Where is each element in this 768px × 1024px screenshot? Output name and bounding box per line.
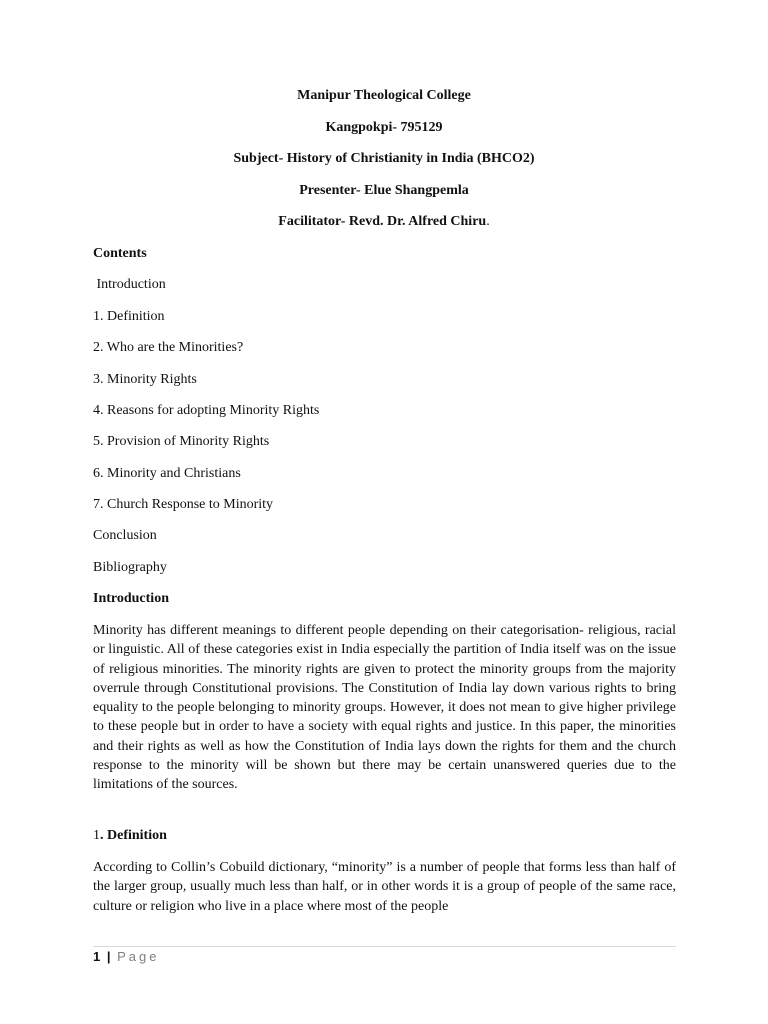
facilitator-text: Facilitator- Revd. Dr. Alfred Chiru [278,214,487,229]
page-footer [93,948,160,966]
facilitator-line [0,213,768,231]
contents-heading: Contents [93,246,147,261]
college-name: Manipur Theological College [297,88,471,103]
page-label: Page [117,949,160,964]
contents-item-who-are-minorities: 2. Who are the Minorities? [93,340,244,355]
college-location: Kangpokpi- 795129 [325,120,443,135]
contents-item-minority-rights: 3. Minority Rights [93,372,197,387]
contents-item-minority-christians: 6. Minority and Christians [93,466,241,481]
introduction-paragraph: Minority has different meanings to different people depending on their categorisation- religious, racial or linguistic. All of these categories exist in India especially the partition of India itself was on the issue of religious minorities. The minority rights are given to protect the minority groups from the majority overrule through Constitutional provisions. The Constitution of India lay down various rights to bring equality to the people belonging to minority groups. However, it does not mean to give higher privilege to these people but in order to have a society with equal rights and justice. In this paper, the minorities and their rights as well as how the Constitution of India lays down the rights for them and the church response to the minority will be shown but there may be certain unanswered queries due to the limitations of the sources. [93,623,676,793]
contents-item-conclusion: Conclusion [93,528,157,543]
definition-heading [93,827,683,845]
definition-heading-text: . Definition [100,828,167,843]
contents-item-church-response: 7. Church Response to Minority [93,497,274,512]
subject-line: Subject- History of Christianity in India (BHCO2) [233,151,535,166]
definition-paragraph: According to Collin’s Cobuild dictionary, “minority” is a number of people that forms less than half of the larger group, usually much less than half, or in other words it is a group of people of the same race, culture or religion who live in a place where most of the people [93,860,676,914]
contents-item-definition: 1. Definition [93,309,165,324]
contents-item-bibliography: Bibliography [93,560,167,575]
facilitator-period: . [486,214,490,229]
presenter-line: Presenter- Elue Shangpemla [299,183,469,198]
footer-divider [93,946,676,947]
contents-item-reasons: 4. Reasons for adopting Minority Rights [93,403,320,418]
footer-separator: | [106,949,111,964]
contents-item-provision: 5. Provision of Minority Rights [93,434,270,449]
introduction-heading: Introduction [93,591,169,606]
definition-heading-number: 1 [93,828,100,843]
page-number: 1 [93,949,101,964]
contents-item-introduction: Introduction [93,277,166,292]
